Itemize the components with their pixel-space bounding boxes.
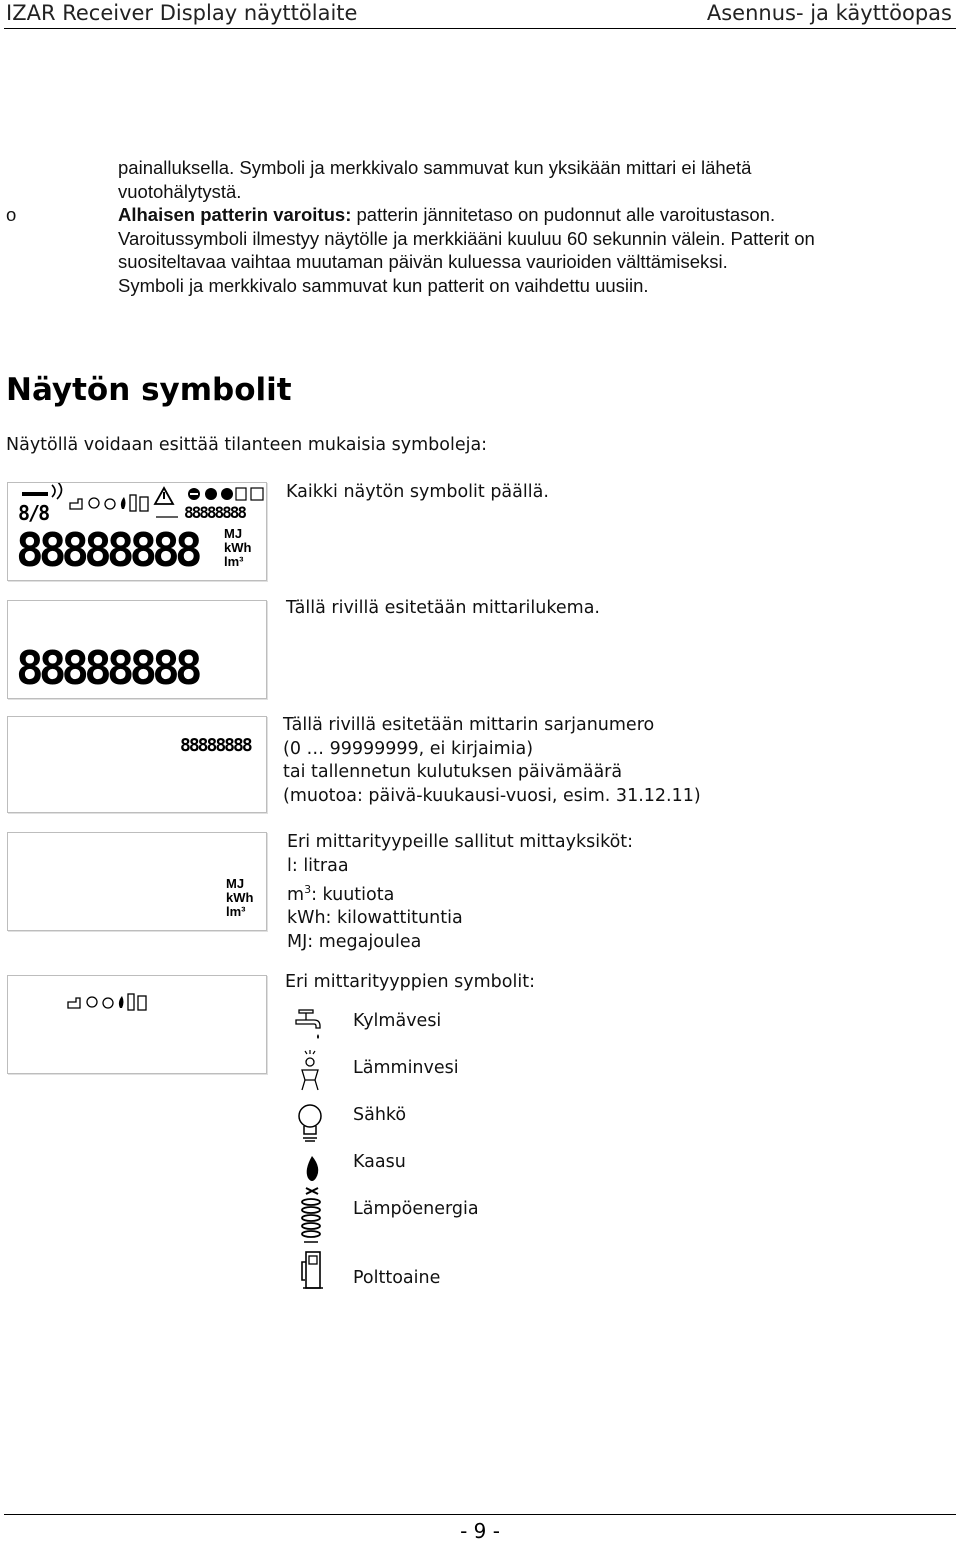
meter-type-gas <box>302 1154 322 1200</box>
unit-mj: MJ <box>224 526 243 541</box>
meter-type-hot-water <box>295 1048 325 1098</box>
section-lead: Näytöllä voidaan esittää tilanteen mukaisia symboleja: <box>6 435 488 455</box>
row-reading-text: Tällä rivillä esitetään mittarilukema. <box>286 598 600 618</box>
serial-line: (0 … 99999999, ei kirjaimia) <box>283 738 534 759</box>
meter-type-label: Kaasu <box>353 1152 406 1172</box>
lcd-big-digits: 88888888 <box>16 523 198 577</box>
header-divider <box>4 28 956 29</box>
units-heading: Eri mittarityypeille sallitut mittayksiköt: <box>287 832 634 852</box>
lcd-units-only <box>226 877 253 919</box>
unit-lm3: lm³ <box>226 904 246 919</box>
display-serial-panel <box>7 716 267 813</box>
unit-line <box>287 878 633 907</box>
row-types-heading: Eri mittarityyppien symbolit: <box>285 972 535 992</box>
badge-7-icon <box>221 488 233 500</box>
meter-type-label: Sähkö <box>353 1105 407 1125</box>
cold-water-tap-icon <box>293 1006 325 1044</box>
unit-line: kWh: kilowattituntia <box>287 908 463 929</box>
row-units-text <box>287 831 633 954</box>
serial-line: tai tallennetun kulutuksen päivämäärä <box>283 762 623 782</box>
unit-line: l: litraa <box>287 855 349 876</box>
page-number: - 9 - <box>460 1519 500 1543</box>
badge-1-icon <box>236 488 246 500</box>
row-all-on-text: Kaikki näytön symbolit päällä. <box>286 482 549 502</box>
intro-line: suositeltavaa vaihtaa muutaman päivän kuluessa vaurioiden välttämiseksi. <box>118 251 728 272</box>
badge-12-icon <box>251 488 263 500</box>
lcd-serial-digits: 88888888 <box>180 735 251 756</box>
display-meter-types-panel <box>7 975 267 1074</box>
lcd-small-digits: 88888888 <box>184 503 246 522</box>
intro-line: Varoitussymboli ilmestyy näytölle ja merkkiääni kuuluu 60 sekunnin välein. Patterit on <box>118 227 815 249</box>
meter-type-fuel <box>298 1248 326 1296</box>
meter-type-heat <box>298 1196 324 1250</box>
meter-type-label: Lämpöenergia <box>353 1199 479 1219</box>
meter-type-label: Lämminvesi <box>353 1058 459 1078</box>
signal-bar-icon <box>22 492 48 496</box>
unit-kwh: kWh <box>226 890 254 905</box>
heat-coil-icon <box>298 1196 324 1246</box>
display-all-symbols-panel <box>7 482 267 581</box>
unit-mj: MJ <box>226 876 245 891</box>
unit-lm3: lm³ <box>224 554 244 569</box>
radio-signal-icon <box>52 483 62 499</box>
intro-line: vuotohälytystä. <box>118 180 242 202</box>
unit-m3-base: m <box>287 884 305 905</box>
lcd-left-digits: 8/8 <box>18 501 49 525</box>
battery-warning-text: patterin jännitetaso on pudonnut alle varoitustason. <box>351 204 776 225</box>
battery-warning-label: Alhaisen patterin varoitus: <box>118 204 352 225</box>
bullet-marker: o <box>6 204 17 225</box>
display-units-panel <box>7 832 267 931</box>
footer-divider <box>4 1514 956 1515</box>
meter-type-label: Kylmävesi <box>353 1011 442 1031</box>
intro-paragraph <box>118 156 938 297</box>
serial-line: (muotoa: päivä-kuukausi-vuosi, esim. 31.12.11) <box>283 785 701 806</box>
intro-line: painalluksella. Symboli ja merkkivalo sammuvat kun yksikään mittari ei lähetä <box>118 157 752 178</box>
meter-type-cold-water <box>293 1006 325 1048</box>
intro-line: Symboli ja merkkivalo sammuvat kun patterit on vaihdettu uusiin. <box>118 274 649 296</box>
unit-line: MJ: megajoulea <box>287 931 422 952</box>
gas-flame-icon <box>302 1154 322 1196</box>
section-title: Näytön symbolit <box>6 372 292 408</box>
meter-type-icons-row <box>66 988 152 1016</box>
fuel-pump-icon <box>298 1248 326 1292</box>
header-title: IZAR Receiver Display näyttölaite <box>6 1 358 25</box>
lcd-reading-digits: 88888888 <box>16 641 198 695</box>
row-serial-text <box>283 714 701 808</box>
battery-warning-heading <box>118 203 938 227</box>
display-reading-panel <box>7 600 267 699</box>
meter-type-icons-row <box>70 495 148 511</box>
header-subtitle: Asennus- ja käyttöopas <box>706 1 952 25</box>
badge-24-icon <box>205 488 217 500</box>
lightbulb-icon <box>294 1100 326 1144</box>
unit-m3-rest: : kuutiota <box>311 884 395 905</box>
hot-water-icon <box>295 1048 325 1094</box>
serial-line: Tällä rivillä esitetään mittarin sarjanumero <box>283 715 655 735</box>
lcd-units <box>224 527 251 569</box>
meter-type-electricity <box>294 1100 326 1148</box>
unit-m3-sup: 3 <box>304 883 312 896</box>
unit-kwh: kWh <box>224 540 252 555</box>
meter-type-label: Polttoaine <box>353 1268 441 1288</box>
